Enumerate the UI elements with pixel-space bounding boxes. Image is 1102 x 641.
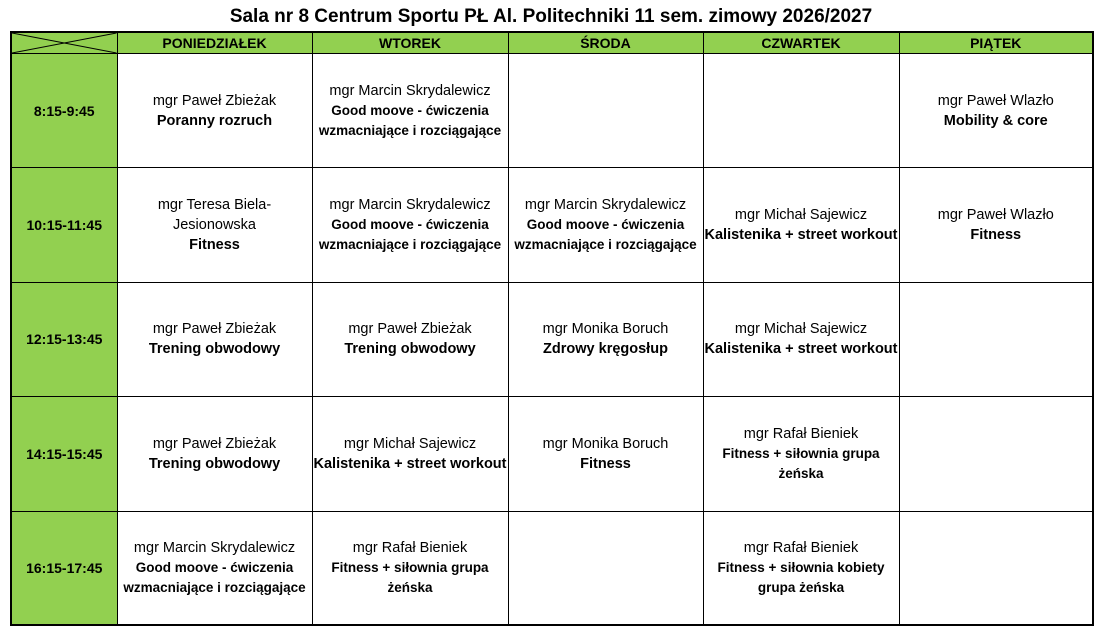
class-name: Fitness <box>189 237 240 254</box>
schedule-cell-friday <box>899 168 1093 282</box>
schedule-table <box>10 31 1094 626</box>
class-name: Fitness <box>580 455 631 472</box>
time-slot-row <box>11 511 1093 625</box>
instructor-name: mgr Paweł Wlazło <box>937 92 1054 109</box>
schedule-cell-tuesday <box>312 397 508 511</box>
schedule-cell-tuesday <box>312 282 508 396</box>
class-name: Trening obwodowy <box>148 341 281 358</box>
class-name: Good moove - ćwiczenia wzmacniające i rozciągające <box>318 102 502 138</box>
schedule-cell-friday <box>899 511 1093 625</box>
instructor-name: mgr Michał Sajewicz <box>343 435 477 452</box>
class-name: Fitness <box>970 227 1022 244</box>
class-name: Kalistenika + street workout <box>704 227 898 244</box>
class-name: Kalistenika + street workout <box>704 341 898 358</box>
instructor-name: mgr Marcin Skrydalewicz <box>133 540 296 556</box>
day-header-wednesday: ŚRODA <box>508 32 703 54</box>
day-header-thursday: CZWARTEK <box>703 32 899 54</box>
corner-cell <box>11 32 117 54</box>
instructor-name: mgr Paweł Wlazło <box>937 207 1054 224</box>
time-slot-row <box>11 282 1093 396</box>
time-slot-label: 14:15-15:45 <box>11 397 117 511</box>
schedule-cell-wednesday <box>508 168 703 282</box>
class-name: Good moove - ćwiczenia wzmacniające i rozciągające <box>123 560 306 595</box>
instructor-name: mgr Paweł Zbieżak <box>152 92 277 109</box>
schedule-cell-friday <box>899 54 1093 168</box>
page-title: Sala nr 8 Centrum Sportu PŁ Al. Politechniki 11 sem. zimowy 2026/2027 <box>229 6 873 27</box>
time-slot-row <box>11 168 1093 282</box>
instructor-name: mgr Michał Sajewicz <box>734 207 868 224</box>
instructor-name: mgr Marcin Skrydalewicz <box>329 82 491 99</box>
instructor-name: mgr Michał Sajewicz <box>734 321 868 338</box>
instructor-name: mgr Teresa Biela-Jesionowska <box>157 197 272 234</box>
schedule-cell-wednesday <box>508 54 703 168</box>
instructor-name: mgr Paweł Zbieżak <box>152 321 277 338</box>
class-name: Fitness + siłownia grupa żeńska <box>722 445 880 481</box>
schedule-cell-monday <box>117 282 312 396</box>
class-name: Good moove - ćwiczenia wzmacniające i rozciągające <box>318 217 502 253</box>
class-name: Trening obwodowy <box>148 455 281 472</box>
schedule-cell-tuesday <box>312 54 508 168</box>
schedule-cell-thursday <box>703 168 899 282</box>
header-row <box>11 32 1093 54</box>
schedule-cell-monday <box>117 54 312 168</box>
instructor-name: mgr Paweł Zbieżak <box>152 435 277 452</box>
instructor-name: mgr Paweł Zbieżak <box>348 321 472 338</box>
schedule-cell-wednesday <box>508 397 703 511</box>
class-name: Kalistenika + street workout <box>313 455 507 472</box>
instructor-name: mgr Monika Boruch <box>542 321 669 338</box>
schedule-cell-friday <box>899 282 1093 396</box>
schedule-cell-wednesday <box>508 282 703 396</box>
schedule-cell-monday <box>117 511 312 625</box>
time-slot-label: 10:15-11:45 <box>11 168 117 282</box>
instructor-name: mgr Monika Boruch <box>542 435 669 452</box>
schedule-cell-tuesday <box>312 168 508 282</box>
class-name: Fitness + siłownia grupa żeńska <box>331 560 489 595</box>
schedule-cell-friday <box>899 397 1093 511</box>
class-name: Mobility & core <box>943 112 1048 129</box>
instructor-name: mgr Rafał Bieniek <box>352 540 468 556</box>
schedule-cell-monday <box>117 168 312 282</box>
schedule-cell-monday <box>117 397 312 511</box>
schedule-cell-tuesday <box>312 511 508 625</box>
time-slot-row <box>11 397 1093 511</box>
schedule-cell-thursday <box>703 54 899 168</box>
time-slot-label: 8:15-9:45 <box>11 54 117 168</box>
day-header-monday: PONIEDZIAŁEK <box>117 32 312 54</box>
class-name: Good moove - ćwiczenia wzmacniające i rozciągające <box>514 217 697 253</box>
day-header-friday: PIĄTEK <box>899 32 1093 54</box>
schedule-cell-thursday <box>703 397 899 511</box>
instructor-name: mgr Marcin Skrydalewicz <box>329 197 491 214</box>
time-slot-label: 16:15-17:45 <box>11 511 117 625</box>
class-name: Zdrowy kręgosłup <box>543 341 668 358</box>
class-name: Poranny rozruch <box>156 112 273 129</box>
time-slot-row <box>11 54 1093 168</box>
time-slot-label: 12:15-13:45 <box>11 282 117 396</box>
day-header-tuesday: WTOREK <box>312 32 508 54</box>
schedule-cell-thursday <box>703 282 899 396</box>
instructor-name: mgr Marcin Skrydalewicz <box>524 197 687 214</box>
class-name: Fitness + siłownia kobiety grupa żeńska <box>717 560 885 595</box>
instructor-name: mgr Rafał Bieniek <box>743 425 859 442</box>
instructor-name: mgr Rafał Bieniek <box>743 540 859 556</box>
schedule-cell-thursday <box>703 511 899 625</box>
schedule-cell-wednesday <box>508 511 703 625</box>
crossed-corner-icon <box>12 33 117 53</box>
class-name: Trening obwodowy <box>344 341 476 358</box>
